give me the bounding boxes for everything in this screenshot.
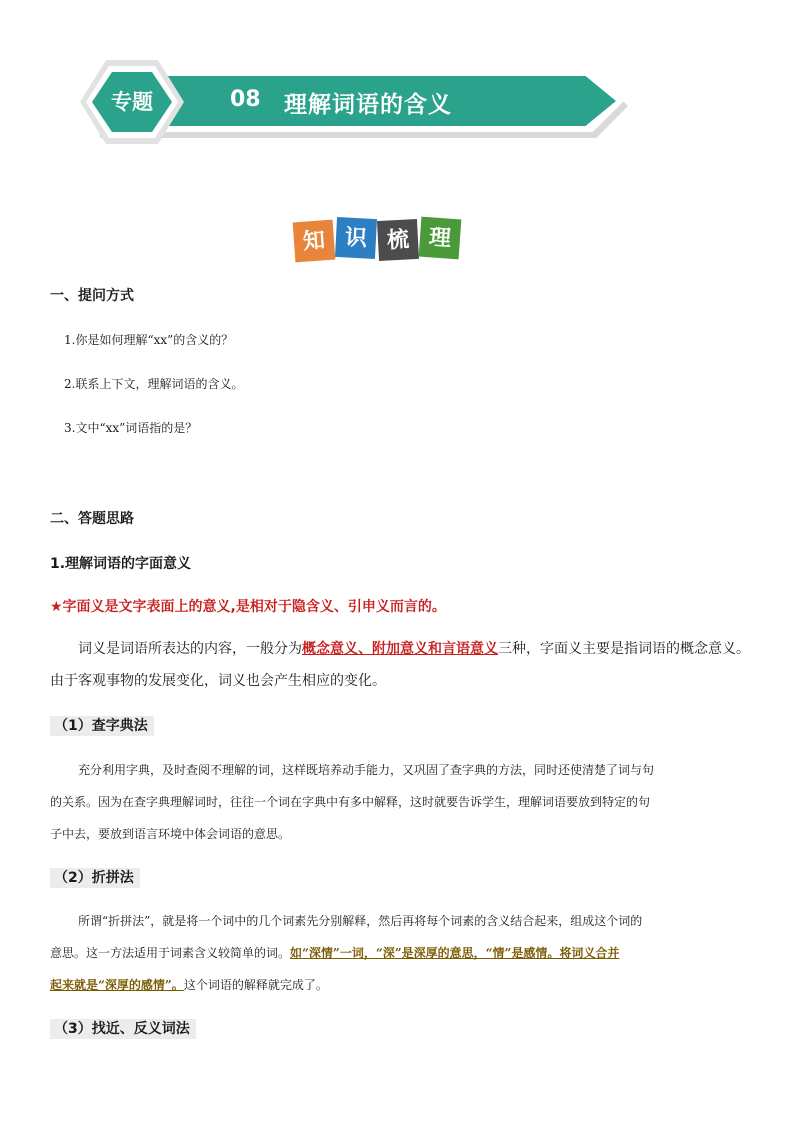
section-heading-approach: 二、答题思路: [50, 511, 134, 527]
tile-li: 理: [419, 217, 462, 260]
body-text: 意思。这一方法适用于词素含义较简单的词。: [50, 946, 291, 960]
body-line: 子中去，要放到语言环境中体会词语的意思。: [50, 827, 291, 841]
paragraph-text: 词义是词语所表达的内容，一般分为: [78, 641, 302, 657]
knowledge-tiles: [294, 218, 464, 260]
method-body: [50, 754, 760, 850]
question-item: 1.你是如何理解“xx”的含义的？: [64, 333, 234, 347]
method-body: [50, 905, 760, 1001]
tile-shu: 梳: [377, 219, 419, 261]
topic-banner: [80, 60, 580, 156]
question-item: 3.文中“xx”词语指的是？: [64, 421, 198, 435]
definition-paragraph: [50, 633, 760, 697]
body-text: 这个词语的解释就完成了。: [183, 978, 328, 992]
topic-label: 专题: [111, 90, 153, 114]
tile-shi: 识: [335, 217, 377, 259]
subsection-heading: 1.理解词语的字面意义: [50, 556, 192, 572]
topic-number: 08: [230, 87, 261, 112]
example-highlight: 起来就是“深厚的感情”。: [50, 978, 184, 992]
star-note: ★字面义是文字表面上的意义,是相对于隐含义、引申义而言的。: [50, 599, 446, 615]
body-line: 的关系。因为在查字典理解词时，往往一个词在字典中有多中解释，这时就要告诉学生，理解词语要放到特定的句: [50, 795, 651, 809]
method-label: （1）查字典法: [50, 716, 154, 736]
method-label: （2）折拼法: [50, 868, 140, 888]
paragraph-text: 三种，字面义主要是指词语的概念意义。: [498, 641, 750, 657]
method-label: （3）找近、反义词法: [50, 1019, 196, 1039]
highlight-text: 概念意义、附加意义和言语意义: [302, 641, 498, 657]
example-highlight: 如“深情”一词，“深”是深厚的意思，“情”是感情。将词义合并: [290, 946, 620, 960]
body-line: 充分利用字典，及时查阅不理解的词，这样既培养动手能力，又巩固了查字典的方法，同时还使清楚了词与句: [78, 763, 655, 777]
section-heading-questions: 一、提问方式: [50, 288, 134, 304]
body-line: 所谓“折拼法”，就是将一个词中的几个词素先分别解释，然后再将每个词素的含义结合起来，组成这个词的: [78, 914, 643, 928]
paragraph-text: 由于客观事物的发展变化，词义也会产生相应的变化。: [50, 673, 386, 689]
question-item: 2.联系上下文，理解词语的含义。: [64, 377, 244, 391]
page-title: 理解词语的含义: [284, 92, 452, 118]
tile-zhi: 知: [293, 220, 336, 263]
